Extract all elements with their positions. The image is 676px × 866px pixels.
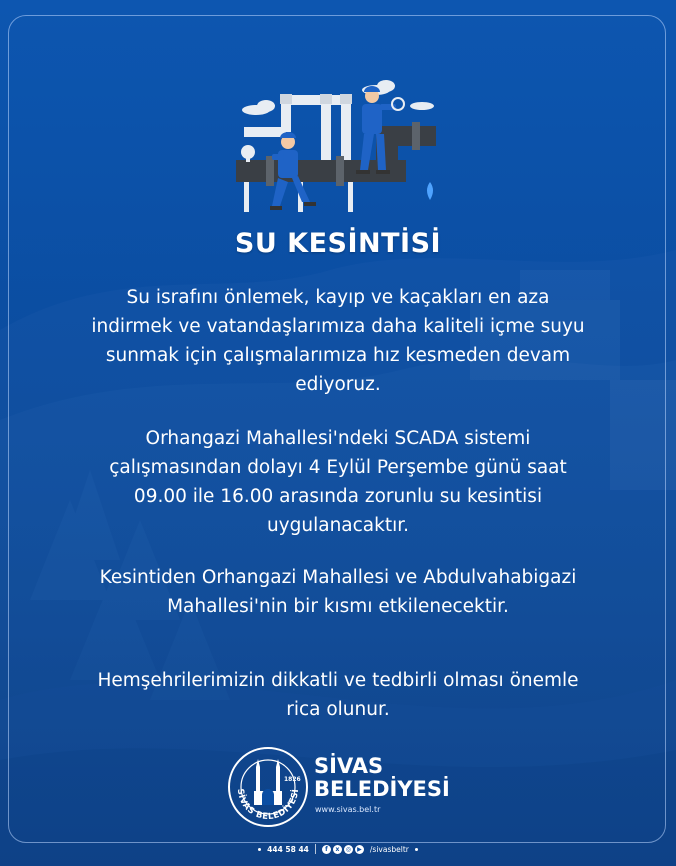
page-title: SU KESİNTİSİ [234,228,442,259]
brand-name [314,755,450,801]
footer-dot-icon [415,848,418,851]
instagram-icon[interactable]: ◎ [345,845,352,853]
facebook-icon[interactable]: f [322,845,331,854]
youtube-icon[interactable]: ▶ [355,845,364,854]
seal-text: SİVAS BELEDİYESİ [234,788,302,823]
sivas-municipality-seal-icon [226,745,310,829]
footer-contact-bar [0,842,676,856]
affected-areas-paragraph: Kesintiden Orhangazi Mahallesi ve Abdulvahabigazi Mahallesi'nin bir kısmı etkilenecektir. [99,567,577,617]
footer-dot-icon [258,848,261,851]
seal-year: 1826 [284,776,301,783]
social-icons [322,845,364,854]
brand-url[interactable]: www.sivas.bel.tr [315,805,381,814]
x-icon[interactable]: x [333,845,342,854]
footer-social-handle[interactable]: /sivasbeltr [369,844,409,854]
intro-paragraph: Su israfını önlemek, kayıp ve kaçakları en aza indirmek ve vatandaşlarımıza daha kaliteli içme suyu sunmak için çalışmalarımıza hız kesmeden devam ediyoruz. [91,287,585,395]
brand-line-1: SİVAS [314,754,384,778]
footer-phone[interactable]: 444 58 44 [267,844,309,854]
request-paragraph: Hemşehrilerimizin dikkatli ve tedbirli olması önemle rica olunur. [97,670,579,720]
footer-separator [315,844,316,854]
outage-details-paragraph: Orhangazi Mahallesi'ndeki SCADA sistemi çalışmasından dolayı 4 Eylül Perşembe günü saat 09.00 ile 16.00 arasında zorunlu su kesintisi uygulanacaktır. [109,428,567,536]
plumbers-pipe-illustration-icon [226,70,448,220]
brand-line-2: BELEDİYESİ [314,777,450,801]
